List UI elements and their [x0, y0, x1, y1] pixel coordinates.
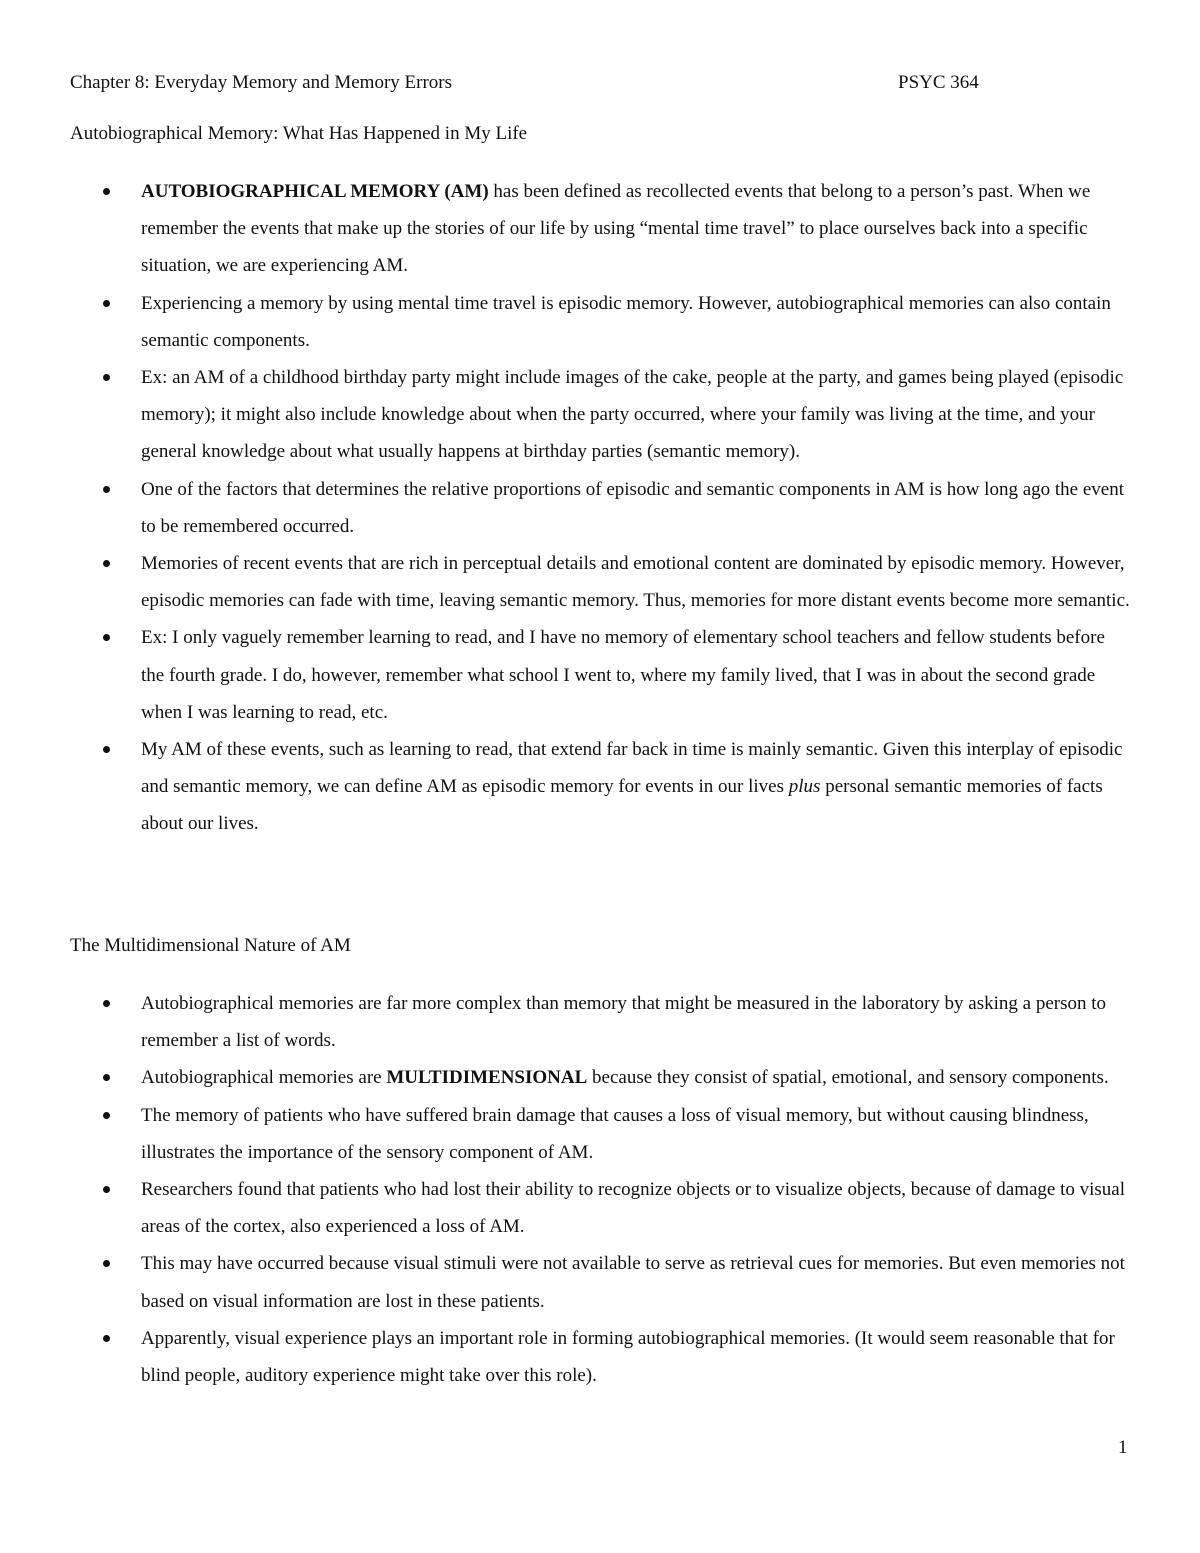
bullet-text: Ex: an AM of a childhood birthday party might include images of the cake, people at the party, and games being played (episodic memory); it might also include knowledge about when the party occurred, where your family was living at the time, and your general knowledge about what usually happens at birthday parties (semantic memory). — [141, 367, 1124, 463]
list-item — [0, 1097, 1200, 1171]
bullet-text: has been defined as recollected events that belong to a person’s past. When we remember the events that make up the stories of our life by using “mental time travel” to place ourselves back into a specific situation, we are experiencing AM. — [141, 181, 1091, 277]
bullet-icon — [103, 1112, 110, 1119]
bullet-text: My AM of these events, such as learning to read, that extend far back in time is mainly semantic. Given this interplay of episodic and semantic memory, we can define AM as episodic memory for events in our lives — [141, 739, 1123, 798]
bullet-text: Autobiographical memories are far more complex than memory that might be measured in the laboratory by asking a person to remember a list of words. — [141, 993, 1107, 1052]
list-item — [0, 545, 1200, 619]
bullet-icon — [103, 560, 110, 567]
list-item — [0, 1320, 1200, 1394]
bullet-text: Apparently, visual experience plays an important role in forming autobiographical memories. (It would seem reasonable that for blind people, auditory experience might take over this role). — [141, 1327, 1115, 1387]
bullet-icon — [103, 1260, 110, 1267]
bullet-text: This may have occurred because visual stimuli were not available to serve as retrieval cues for memories. But even memories not based on visual information are lost in these patients. — [141, 1253, 1125, 1312]
document-header-title: Chapter 8: Everyday Memory and Memory Errors — [70, 72, 453, 93]
bullet-icon — [103, 486, 110, 493]
bullet-text: Ex: I only vaguely remember learning to read, and I have no memory of elementary school teachers and fellow students before the fourth grade. I do, however, remember what school I went to, where my family lived, that I was in about the second grade when I was learning to read, etc. — [141, 627, 1105, 723]
bold-term: AUTOBIOGRAPHICAL MEMORY (AM) — [141, 181, 489, 202]
bullet-text: One of the factors that determines the relative proportions of episodic and semantic components in AM is how long ago the event to be remembered occurred. — [141, 478, 1124, 537]
list-item — [0, 619, 1200, 731]
list-item — [0, 471, 1200, 545]
bullet-icon — [103, 1074, 110, 1081]
page-number: 1 — [1118, 1437, 1128, 1458]
bullet-list-multidimensional-am — [0, 985, 1200, 1394]
bullet-list-autobiographical-memory — [0, 173, 1200, 843]
bullet-text: Memories of recent events that are rich in perceptual details and emotional content are dominated by episodic memory. However, episodic memories can fade with time, leaving semantic memory. Thus, memories for more distant events become more semantic. — [141, 553, 1130, 612]
list-item — [0, 1059, 1200, 1096]
bullet-text: Researchers found that patients who had lost their ability to recognize objects or to visualize objects, because of damage to visual areas of the cortex, also experienced a loss of AM. — [141, 1179, 1126, 1238]
list-item — [0, 285, 1200, 359]
bullet-icon — [103, 634, 110, 641]
bold-term: MULTIDIMENSIONAL — [386, 1067, 588, 1089]
list-item — [0, 985, 1200, 1059]
list-item — [0, 359, 1200, 471]
bullet-icon — [103, 188, 110, 195]
bullet-icon — [103, 1186, 110, 1193]
bullet-text-after: because they consist of spatial, emotional, and sensory components. — [587, 1067, 1109, 1089]
bullet-text-after: personal semantic memories of facts about our lives. — [141, 776, 1103, 835]
section-heading-autobiographical-memory: Autobiographical Memory: What Has Happened in My Life — [70, 123, 528, 144]
italic-term: plus — [788, 776, 821, 798]
bullet-icon — [103, 374, 110, 381]
bullet-text: Autobiographical memories are — [141, 1067, 387, 1089]
list-item — [0, 1171, 1200, 1245]
list-item — [0, 731, 1200, 843]
list-item — [0, 173, 1200, 285]
bullet-icon — [103, 746, 110, 753]
bullet-text: Experiencing a memory by using mental time travel is episodic memory. However, autobiographical memories can also contain semantic components. — [141, 292, 1111, 351]
list-item — [0, 1245, 1200, 1319]
bullet-text: The memory of patients who have suffered brain damage that causes a loss of visual memory, but without causing blindness, illustrates the importance of the sensory component of AM. — [141, 1104, 1089, 1163]
bullet-icon — [103, 1335, 110, 1342]
document-header-course: PSYC 364 — [898, 72, 979, 93]
bullet-icon — [103, 300, 110, 307]
bullet-icon — [103, 1000, 110, 1007]
section-heading-multidimensional-am: The Multidimensional Nature of AM — [70, 935, 351, 956]
